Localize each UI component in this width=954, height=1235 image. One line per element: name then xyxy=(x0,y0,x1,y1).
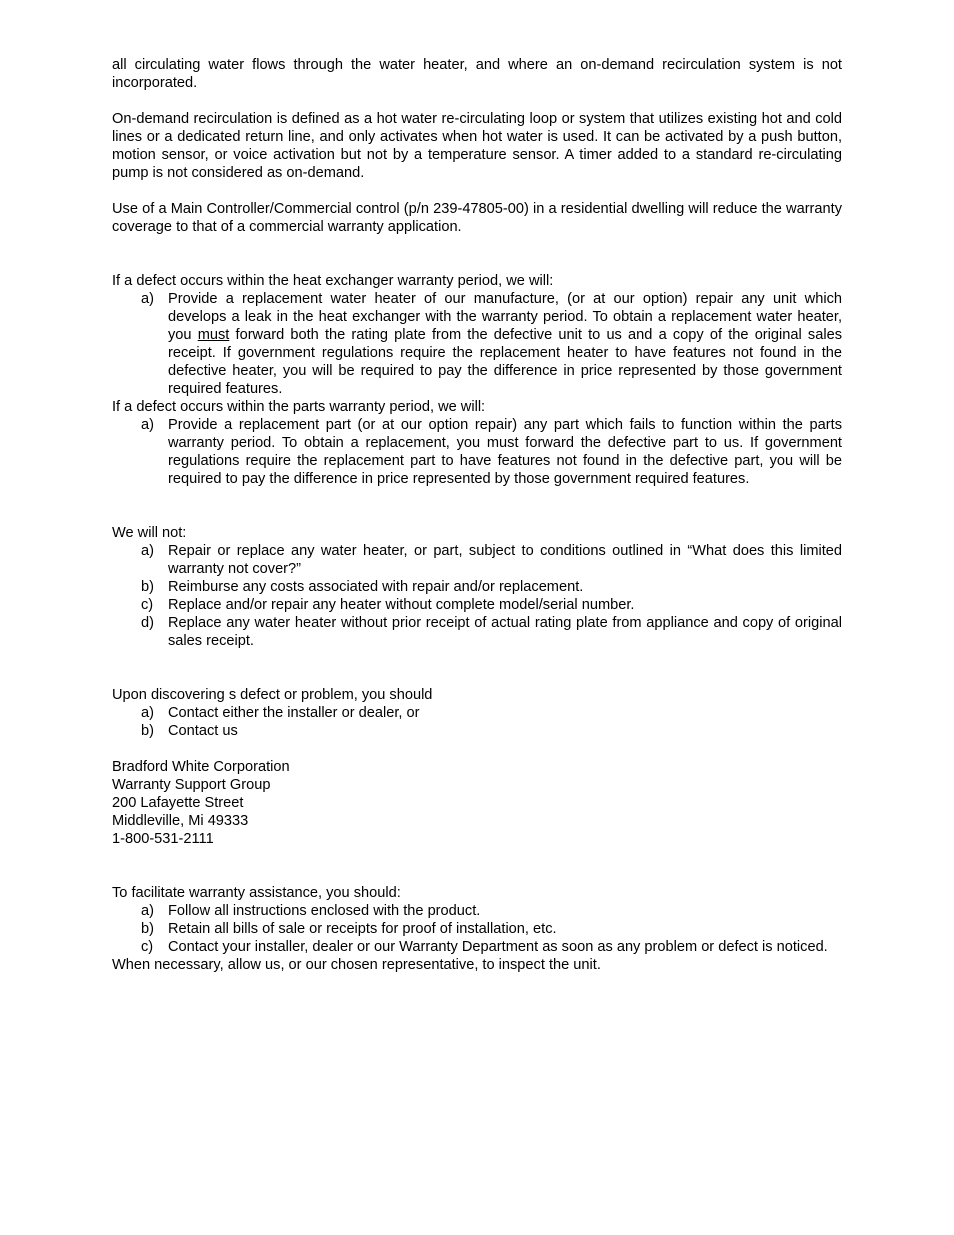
upon-discovering-intro: Upon discovering s defect or problem, you should xyxy=(112,687,433,703)
list-marker: a) xyxy=(141,417,154,433)
list-item: b) Reimburse any costs associated with repair and/or replacement. xyxy=(141,579,584,595)
commercial-control-paragraph: Use of a Main Controller/Commercial control (p/n 239-47805-00) in a residential dwelling will reduce the warranty coverage to that of a commercial warranty application. xyxy=(112,201,842,235)
department-name: Warranty Support Group xyxy=(112,777,271,793)
facilitate-intro: To facilitate warranty assistance, you should: xyxy=(112,885,401,901)
inspection-closing: When necessary, allow us, or our chosen representative, to inspect the unit. xyxy=(112,957,601,973)
company-name: Bradford White Corporation xyxy=(112,759,290,775)
list-item: a) Repair or replace any water heater, or part, subject to conditions outlined in “What does this limited warranty not cover?” xyxy=(141,543,842,577)
list-item: a) Follow all instructions enclosed with the product. xyxy=(141,903,481,919)
list-marker: b) xyxy=(141,579,154,595)
list-item: d) Replace any water heater without prior receipt of actual rating plate from appliance and copy of original sales receipt. xyxy=(141,615,842,649)
heat-exchanger-intro: If a defect occurs within the heat exchanger warranty period, we will: xyxy=(112,273,554,289)
facilitate-list xyxy=(112,902,842,956)
list-marker: a) xyxy=(141,291,154,307)
list-marker: a) xyxy=(141,543,154,559)
on-demand-definition-paragraph: On-demand recirculation is defined as a hot water re-circulating loop or system that utilizes existing hot and cold lines or a dedicated return line, and only activates when hot water is used. It can be activated by a push button, motion sensor, or voice activation but not by a temperature sensor. A timer added to a standard re-circulating pump is not considered as on-demand. xyxy=(112,111,842,181)
heat-exchanger-list xyxy=(112,290,842,398)
list-item: c) Contact your installer, dealer or our Warranty Department as soon as any problem or defect is noticed. xyxy=(141,939,828,955)
parts-intro: If a defect occurs within the parts warranty period, we will: xyxy=(112,399,486,415)
will-not-intro: We will not: xyxy=(112,525,187,541)
warranty-document xyxy=(112,56,842,974)
list-marker: a) xyxy=(141,705,154,721)
recirculation-paragraph: all circulating water flows through the water heater, and where an on-demand recirculation system is not incorporated. xyxy=(112,57,842,91)
list-marker: b) xyxy=(141,723,154,739)
list-item: b) Contact us xyxy=(141,723,238,739)
phone-number: 1-800-531-2111 xyxy=(112,831,214,847)
street-address: 200 Lafayette Street xyxy=(112,795,244,811)
list-item: a) Provide a replacement part (or at our option repair) any part which fails to function within the parts warranty period. To obtain a replacement, you must forward the defective part to us. If government regulations require the replacement part to have features not found in the defective part, you will be required to pay the difference in price represented by those government required features. xyxy=(141,417,842,487)
list-marker: a) xyxy=(141,903,154,919)
list-marker: d) xyxy=(141,615,154,631)
list-marker: b) xyxy=(141,921,154,937)
list-item: c) Replace and/or repair any heater without complete model/serial number. xyxy=(141,597,635,613)
list-marker: c) xyxy=(141,939,154,955)
list-marker: c) xyxy=(141,597,154,613)
list-item: b) Retain all bills of sale or receipts for proof of installation, etc. xyxy=(141,921,557,937)
parts-list xyxy=(112,416,842,488)
will-not-list xyxy=(112,542,842,650)
list-item: a) Contact either the installer or dealer, or xyxy=(141,705,420,721)
list-item: a) Provide a replacement water heater of our manufacture, (or at our option) repair any unit which develops a leak in the heat exchanger with the warranty period. To obtain a replacement water heater, you must forward both the rating plate from the defective unit to us and a copy of the original sales receipt. If government regulations require the replacement heater to have features not found in the defective heater, you will be required to pay the difference in price represented by those government required features. xyxy=(141,291,842,397)
emphasis-must: must xyxy=(197,327,230,343)
contact-address xyxy=(112,758,842,848)
upon-discovering-list xyxy=(112,704,842,740)
city-state-zip: Middleville, Mi 49333 xyxy=(112,813,249,829)
